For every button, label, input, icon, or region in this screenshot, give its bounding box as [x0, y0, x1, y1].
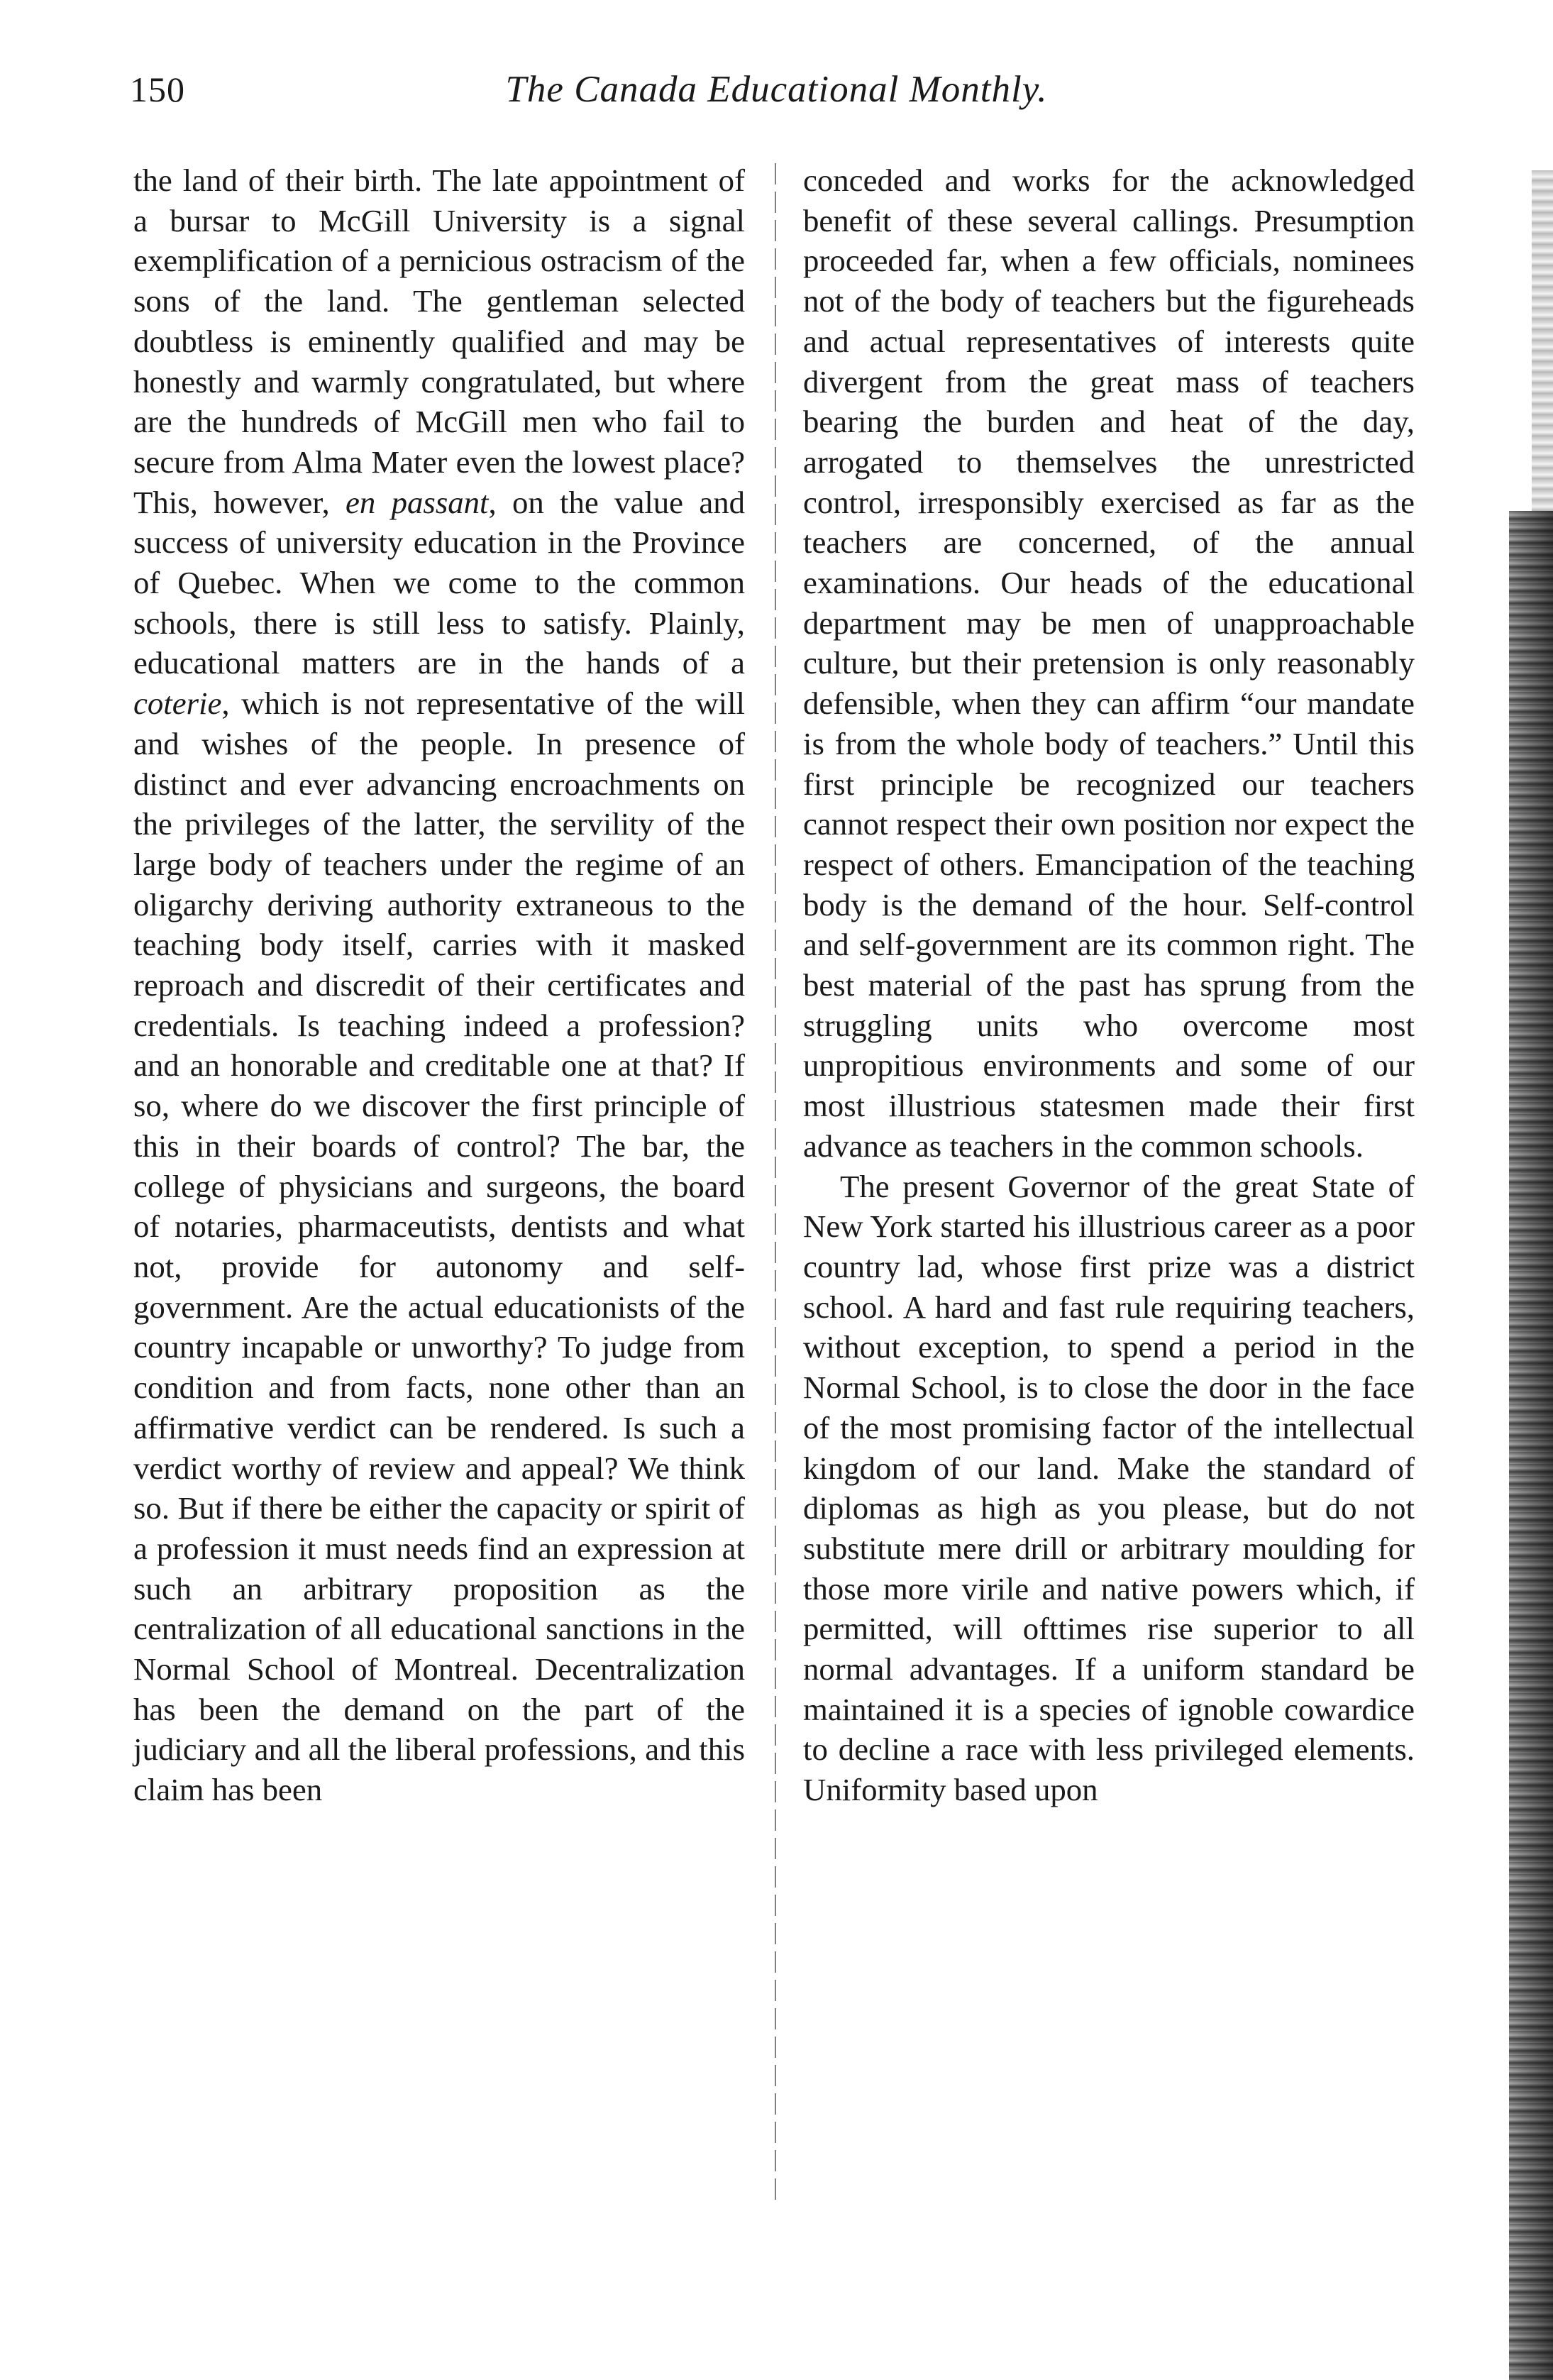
- text-run: the land of their birth. The late appointment of a bursar to McGill University is a signal exemplification of a pernicious ostracism of the sons of the land. The gentleman selected doubtless is eminently qualified and may be honestly and warmly congratulated, but where are the hundreds of McGill men who fail to secure from Alma Mater even the lowest place? This, however,: [133, 162, 745, 520]
- scan-edge-shadow: [1509, 511, 1553, 2380]
- italic-word-coterie: coterie: [133, 685, 222, 722]
- running-title: The Canada Educational Monthly.: [505, 69, 1048, 110]
- right-column-paragraph-1: conceded and works for the acknowledged benefit of these several callings. Presumption proceeded far, when a few officials, nominees not of the body of teachers but the figureheads and actual representatives of interests quite divergent from the great mass of teachers bearing the burden and heat of the day, arrogated to themselves the unrestricted control, irresponsibly exercised as far as the teachers are concerned, of the annual examinations. Our heads of the educational department may be men of unapproachable culture, but their pretension is only reasonably defensible, when they can affirm “our mandate is from the whole body of teachers.” Until this first principle be recognized our teachers cannot respect their own position nor expect the respect of others. Emancipation of the teaching body is the demand of the hour. Self-control and self-government are its common right. The best material of the past has sprung from the struggling units who overcome most unpropitious environments and some of our most illustrious statesmen made their first advance as teachers in the common schools.: [803, 162, 1415, 1164]
- text-run: , which is not representative of the will and wishes of the people. In presence of distinct and ever advancing encroachments on the privileges of the latter, the servility of the large body of teachers under the regime of an oligarchy deriving authority extraneous to the teaching body itself, carries with it masked reproach and discredit of their certificates and credentials. Is teaching indeed a profession? and an honorable and creditable one at that? If so, where do we discover the first principle of this in their boards of control? The bar, the college of physicians and surgeons, the board of notaries, pharmaceutists, dentists and what not, provide for autonomy and self-government. Are the actual educationists of the country incapable or unworthy? To judge from condition and from facts, none other than an affirmative verdict can be rendered. Is such a verdict worthy of review and appeal? We think so. But if there be either the capacity or spirit of a profession it must needs find an expression at such an arbitrary proposition as the centralization of all educational sanctions in the Normal School of Montreal. Decentralization has been the demand on the part of the judiciary and all the liberal professions, and this claim has been: [133, 685, 745, 1808]
- page-number: 150: [130, 70, 185, 109]
- italic-phrase-en-passant: en passant: [346, 484, 489, 520]
- right-column-paragraph-2: The present Governor of the great State of New York started his illustrious career as a poor country lad, whose first prize was a district school. A hard and fast rule requiring teachers, without exception, to spend a period in the Normal School, is to close the door in the face of the most promising factor of the intellectual kingdom of our land. Make the standard of diplomas as high as you please, but do not substitute mere drill or arbitrary moulding for those more virile and native powers which, if permitted, will ofttimes rise superior to all normal advantages. If a uniform standard be maintained it is a species of ignoble cowardice to decline a race with less privileged elements. Uniformity based upon: [803, 1168, 1415, 1808]
- left-column-paragraph: [133, 160, 745, 1810]
- right-column: [803, 160, 1415, 1810]
- column-divider: [775, 163, 776, 2207]
- scan-edge-shadow-top: [1532, 170, 1553, 511]
- text-run: , on the value and success of university education in the Province of Quebec. When we come to the common schools, there is still less to satisfy. Plainly, educational matters are in the hands of a: [133, 484, 746, 681]
- left-column: [133, 160, 745, 1810]
